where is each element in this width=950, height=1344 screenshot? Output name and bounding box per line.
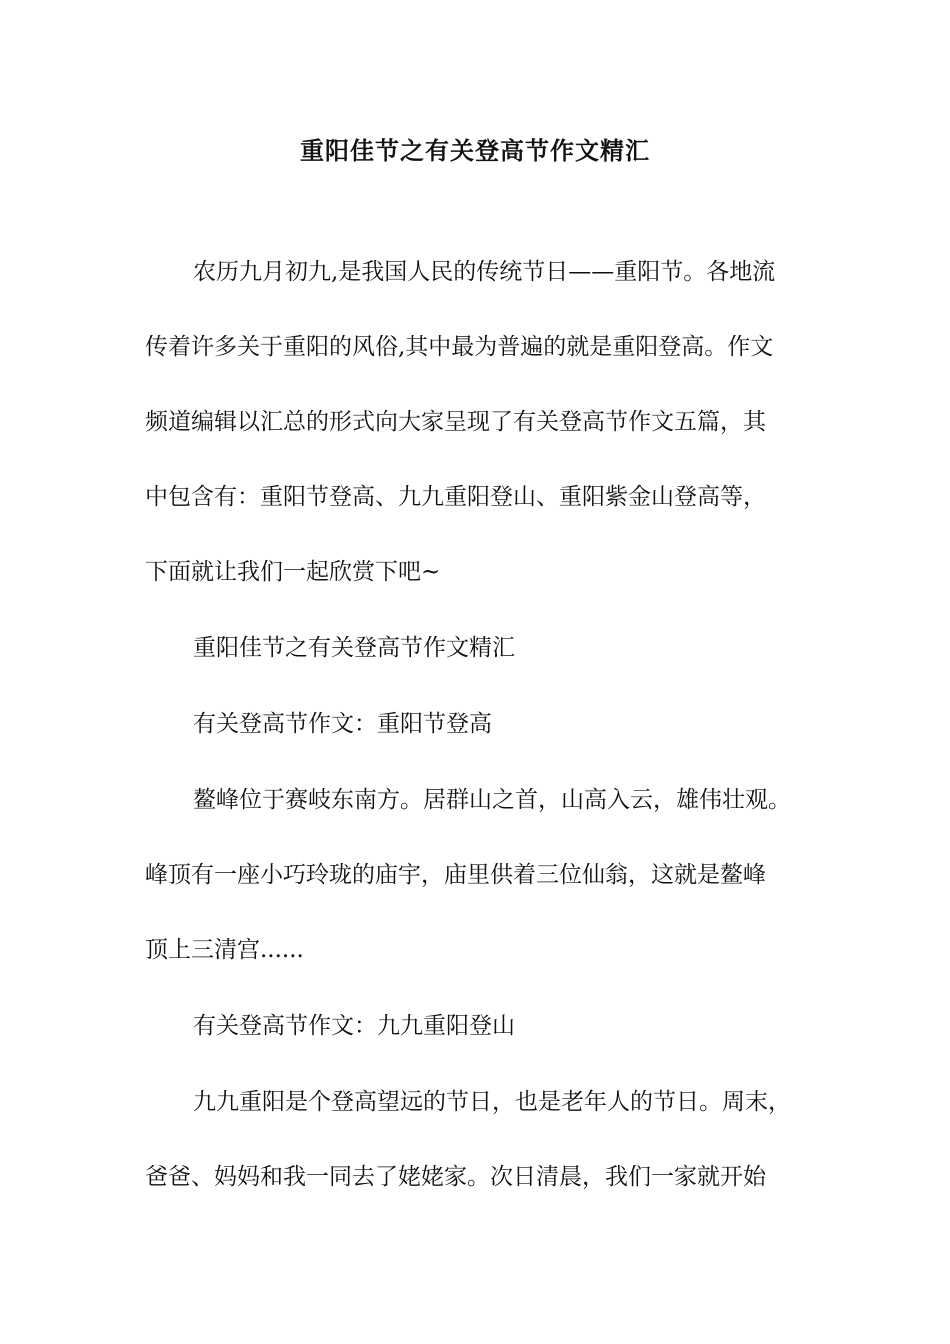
paragraph-line: 峰顶有一座小巧玲珑的庙宇，庙里供着三位仙翁，这就是鳌峰 xyxy=(145,862,766,888)
section-heading: 有关登高节作文：重阳节登高 xyxy=(193,711,492,737)
section-heading: 有关登高节作文：九九重阳登山 xyxy=(193,1013,515,1039)
paragraph-line: 顶上三清宫...... xyxy=(145,937,304,963)
paragraph-line: 频道编辑以汇总的形式向大家呈现了有关登高节作文五篇，其 xyxy=(145,409,766,435)
paragraph-line: 九九重阳是个登高望远的节日，也是老年人的节日。周末， xyxy=(193,1089,791,1115)
paragraph-line: 鳌峰位于赛岐东南方。居群山之首，山高入云，雄伟壮观。 xyxy=(193,787,791,813)
paragraph-line: 农历九月初九,是我国人民的传统节日——重阳节。各地流 xyxy=(193,259,776,285)
section-heading: 重阳佳节之有关登高节作文精汇 xyxy=(193,635,515,661)
paragraph-line: 传着许多关于重阳的风俗,其中最为普遍的就是重阳登高。作文 xyxy=(145,334,774,360)
paragraph-line: 下面就让我们一起欣赏下吧~ xyxy=(145,559,441,585)
document-title: 重阳佳节之有关登高节作文精汇 xyxy=(300,136,650,165)
paragraph-line: 爸爸、妈妈和我一同去了姥姥家。次日清晨，我们一家就开始 xyxy=(145,1164,766,1190)
paragraph-line: 中包含有：重阳节登高、九九重阳登山、重阳紫金山登高等， xyxy=(145,484,766,510)
